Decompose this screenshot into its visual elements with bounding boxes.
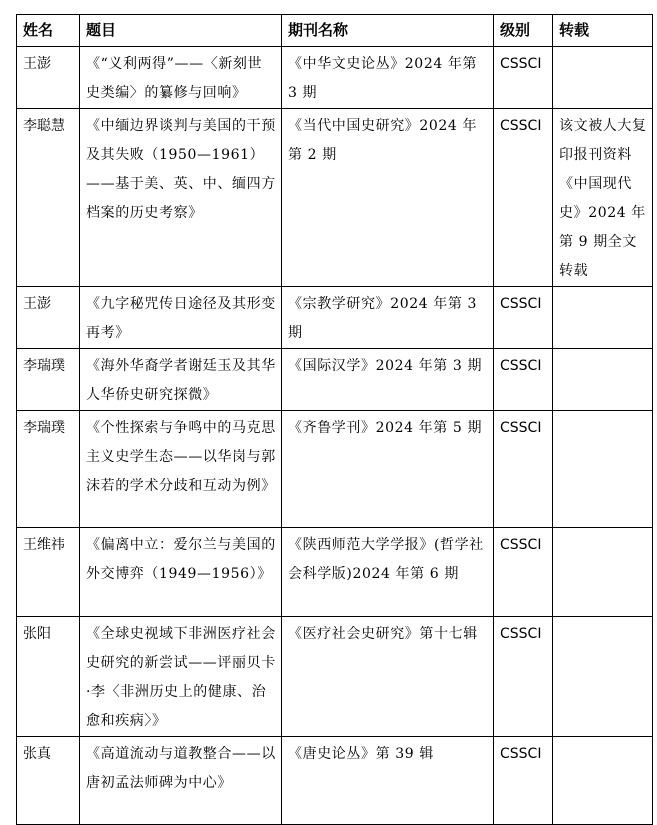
header-journal: 期刊名称	[282, 15, 494, 47]
header-row	[17, 15, 653, 47]
header-name: 姓名	[17, 15, 80, 47]
cell-journal: 《中华文史论丛》2024 年第 3 期	[282, 47, 494, 109]
cell-author: 李聪慧	[17, 109, 80, 287]
cell-repost	[553, 617, 653, 737]
cell-author: 李瑞璞	[17, 349, 80, 411]
cell-author: 王澎	[17, 287, 80, 349]
cell-repost	[553, 287, 653, 349]
cell-author: 王维祎	[17, 528, 80, 617]
cell-title: 《九字秘咒传日途径及其形变再考》	[80, 287, 282, 349]
cell-repost	[553, 349, 653, 411]
cell-repost	[553, 737, 653, 825]
cell-repost	[553, 47, 653, 109]
cell-journal: 《齐鲁学刊》2024 年第 5 期	[282, 411, 494, 528]
cell-author: 李瑞璞	[17, 411, 80, 528]
cell-level: CSSCI	[494, 411, 553, 528]
cell-title: 《“义利两得”——〈新刻世史类编〉的纂修与回响》	[80, 47, 282, 109]
table-row	[17, 737, 653, 825]
table-row	[17, 528, 653, 617]
table-header	[17, 15, 653, 47]
table-row	[17, 411, 653, 528]
table-row	[17, 47, 653, 109]
cell-repost: 该文被人大复印报刊资料《中国现代史》2024 年第 9 期全文转载	[553, 109, 653, 287]
header-title: 题目	[80, 15, 282, 47]
cell-journal: 《当代中国史研究》2024 年第 2 期	[282, 109, 494, 287]
header-repost: 转载	[553, 15, 653, 47]
header-level: 级别	[494, 15, 553, 47]
table-row	[17, 109, 653, 287]
cell-level: CSSCI	[494, 737, 553, 825]
cell-repost	[553, 411, 653, 528]
cell-level: CSSCI	[494, 47, 553, 109]
cell-author: 张真	[17, 737, 80, 825]
cell-author: 王澎	[17, 47, 80, 109]
table-row	[17, 349, 653, 411]
table-row	[17, 617, 653, 737]
cell-author: 张阳	[17, 617, 80, 737]
table-row	[17, 287, 653, 349]
cell-title: 《高道流动与道教整合——以唐初孟法师碑为中心》	[80, 737, 282, 825]
cell-journal: 《陕西师范大学学报》(哲学社会科学版)2024 年第 6 期	[282, 528, 494, 617]
publications-table	[16, 14, 653, 825]
cell-journal: 《医疗社会史研究》第十七辑	[282, 617, 494, 737]
cell-journal: 《国际汉学》2024 年第 3 期	[282, 349, 494, 411]
cell-level: CSSCI	[494, 287, 553, 349]
cell-title: 《海外华裔学者谢廷玉及其华人华侨史研究探微》	[80, 349, 282, 411]
cell-repost	[553, 528, 653, 617]
cell-title: 《偏离中立：爱尔兰与美国的外交博弈（1949—1956）》	[80, 528, 282, 617]
cell-level: CSSCI	[494, 617, 553, 737]
cell-title: 《中缅边界谈判与美国的干预及其失败（1950—1961）——基于美、英、中、缅四方档案的历史考察》	[80, 109, 282, 287]
table-body	[17, 47, 653, 825]
cell-title: 《全球史视域下非洲医疗社会史研究的新尝试——评丽贝卡·李〈非洲历史上的健康、治愈和疾病〉》	[80, 617, 282, 737]
cell-level: CSSCI	[494, 349, 553, 411]
cell-title: 《个性探索与争鸣中的马克思主义史学生态——以华岗与郭沫若的学术分歧和互动为例》	[80, 411, 282, 528]
cell-journal: 《宗教学研究》2024 年第 3 期	[282, 287, 494, 349]
cell-level: CSSCI	[494, 528, 553, 617]
cell-level: CSSCI	[494, 109, 553, 287]
cell-journal: 《唐史论丛》第 39 辑	[282, 737, 494, 825]
